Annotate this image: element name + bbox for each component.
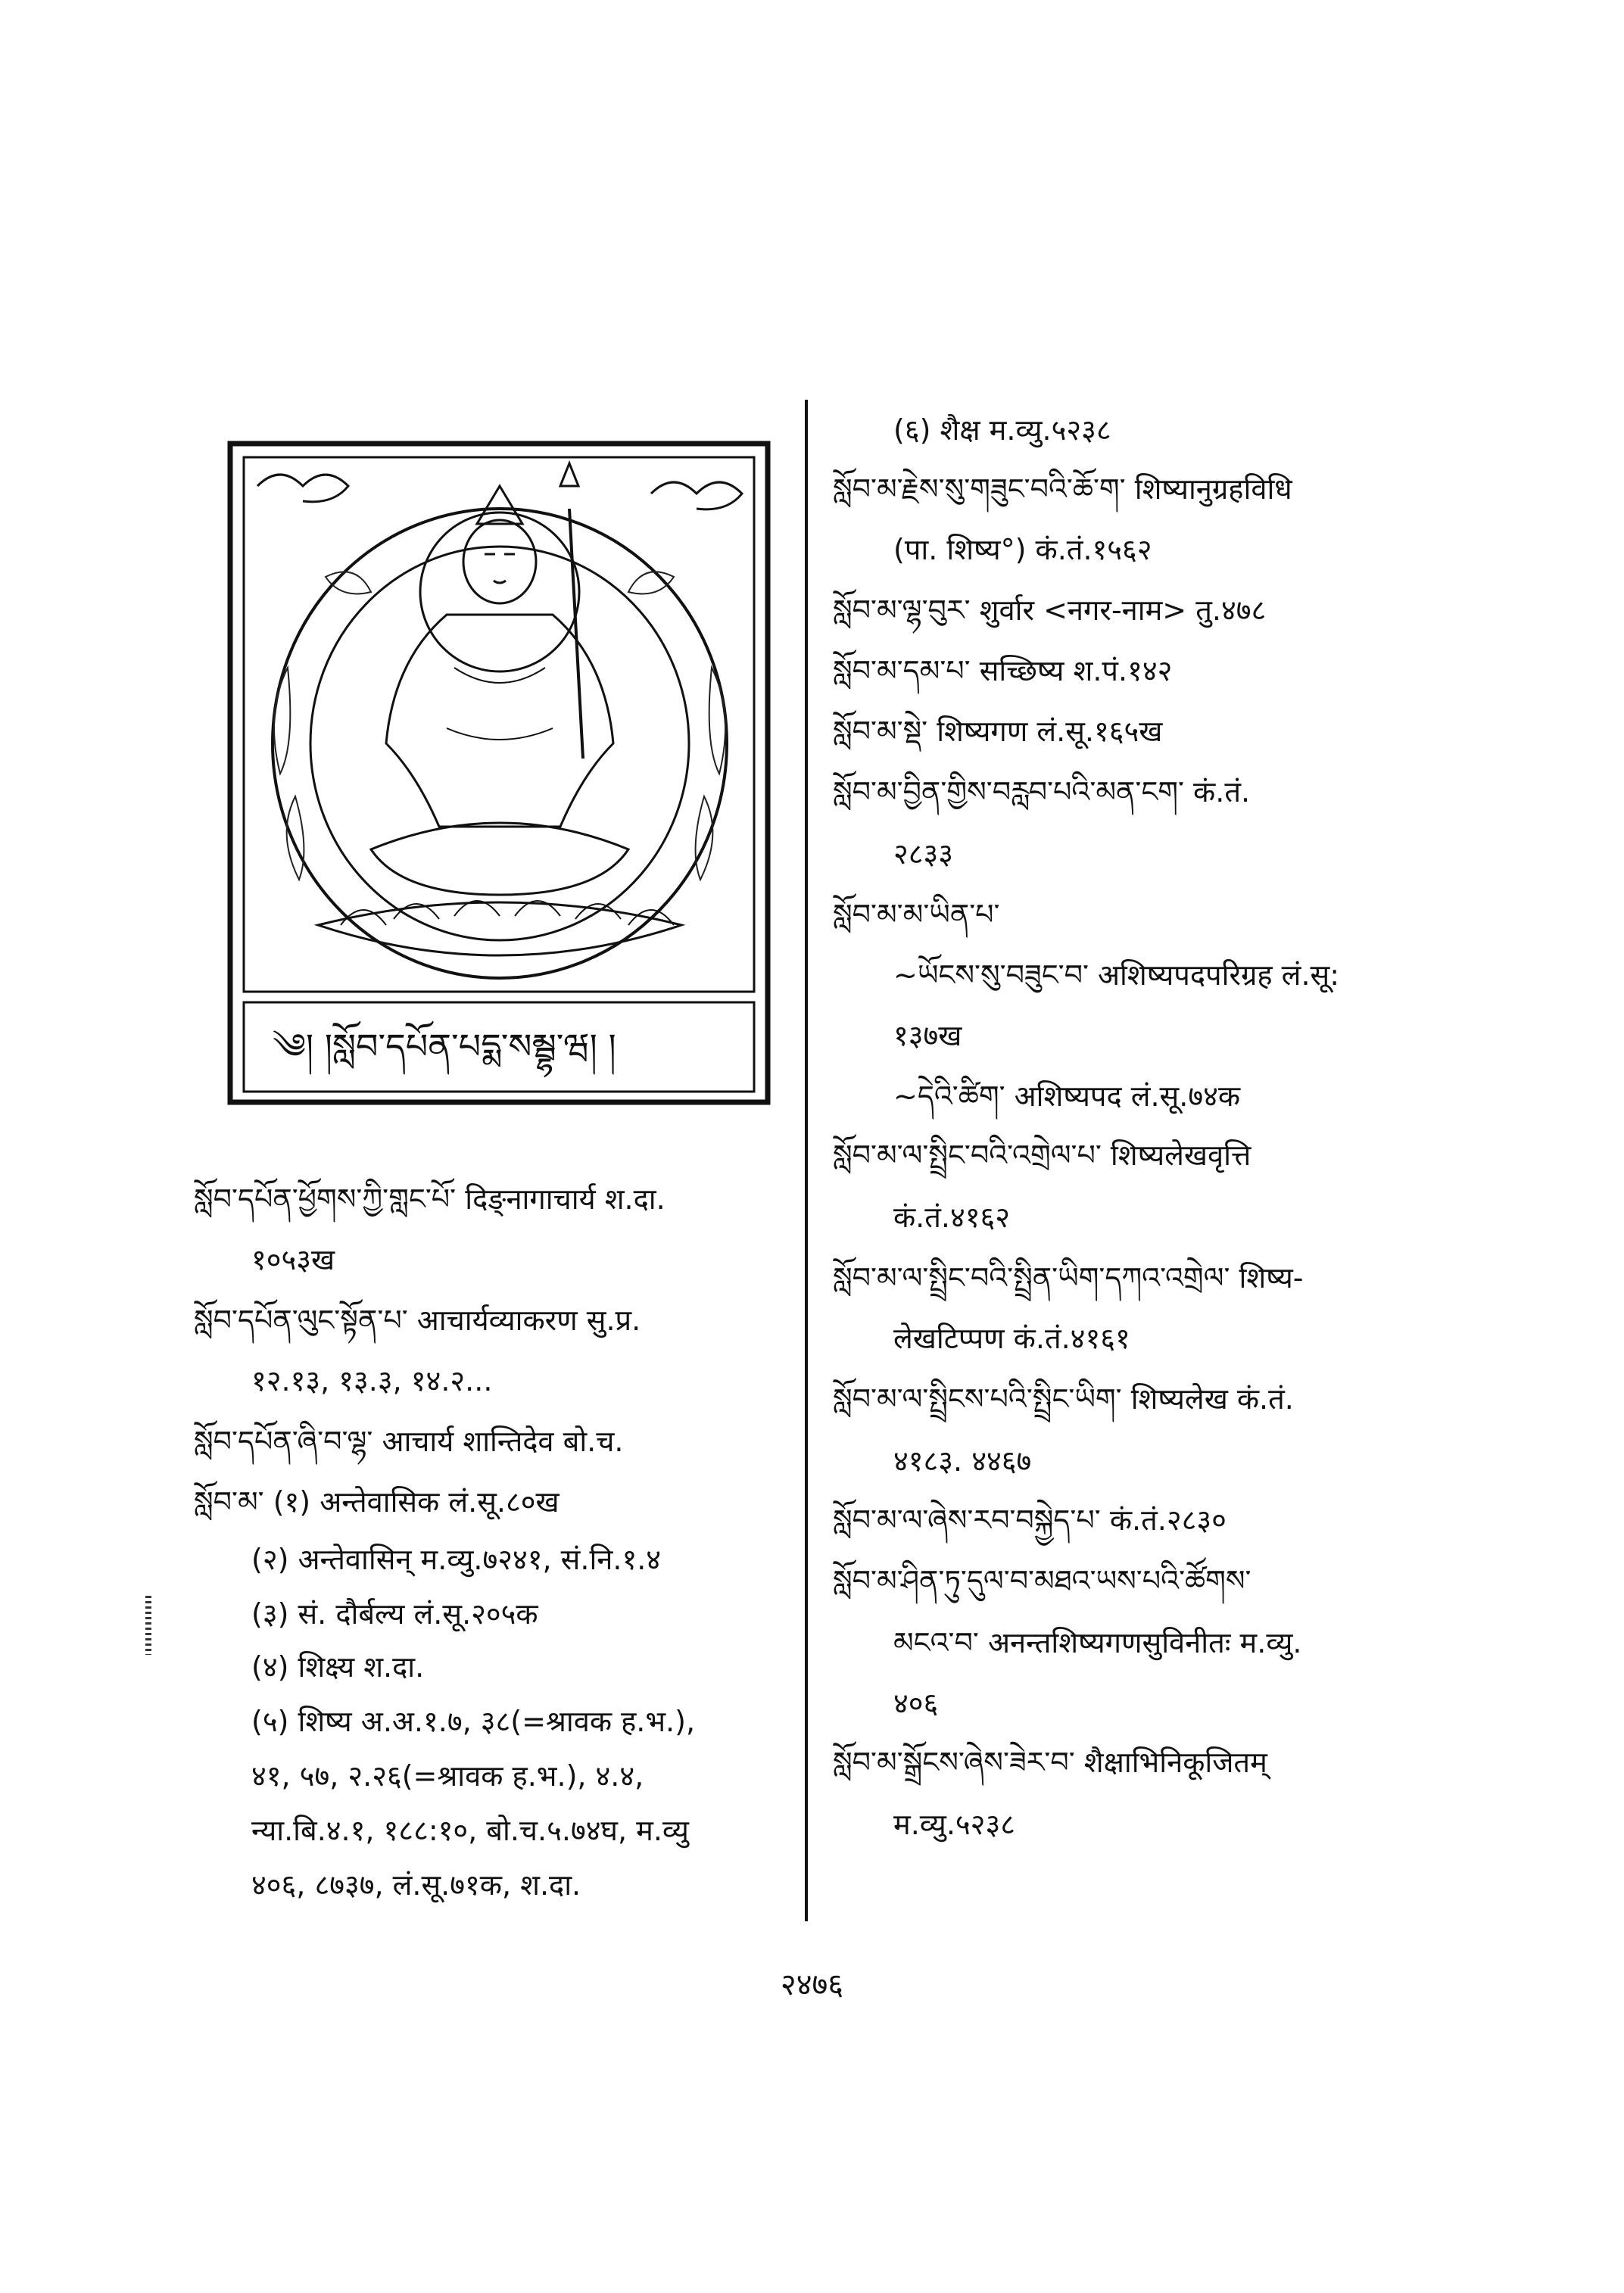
entry-line: མངའ་བ་ अनन्तशिष्यगणसुविनीतः म.व्यु. — [893, 1626, 1302, 1659]
entry-line: སློབ་མ་ལ་སྤྲིངས་པའི་སྤྲིང་ཡིག་ शिष्यलेख कं.तं. — [833, 1382, 1294, 1416]
entry-line: (५) शिष्य अ.अ.१.७, ३८(=श्रावक ह.भ.), — [251, 1705, 696, 1738]
entry-line: སློབ་མ་ཤིན་ཏུ་དུལ་བ་མཐའ་ཡས་པའི་ཚོགས་ — [833, 1564, 1252, 1597]
scan-artifact — [145, 1596, 151, 1655]
page-number: २४७६ — [780, 1967, 844, 2002]
entry-line: न्या.बि.४.१, १८८:१०, बो.च.५.७४घ, म.व्यु — [251, 1814, 689, 1847]
entry-line: སློབ་དཔོན་ཞི་བ་ལྷ་ आचार्य शान्तिदेव बो.च. — [194, 1425, 624, 1458]
entry-line: (पा. शिष्य°) कं.तं.१५६२ — [893, 533, 1152, 566]
entry-line: སློབ་མ་ལྷ་བུར་ शुर्वार <नगर-नाम> तु.४७८ — [833, 594, 1267, 627]
entry-line: १२.१३, १३.३, १४.२... — [251, 1364, 493, 1397]
entry-line: སློབ་མ་ (१) अन्तेवासिक लं.सू.८०ख — [194, 1485, 560, 1519]
entry-line: ~དེའི་ཚིག་ अशिष्यपद लं.सू.७४क — [893, 1080, 1241, 1113]
column-divider — [805, 400, 808, 1921]
entry-line: (३) सं. दौर्बल्य लं.सू.२०५क — [251, 1597, 538, 1631]
entry-line: ४१८३. ४४६७ — [893, 1444, 1032, 1478]
entry-line: १०५३ख — [251, 1243, 335, 1276]
entry-line: སློབ་མ་དམ་པ་ सच्छिष्य श.पं.१४२ — [833, 654, 1173, 687]
entry-line: १३७ख — [893, 1019, 962, 1052]
entry-line: ~ཡོངས་སུ་བཟུང་བ་ अशिष्यपदपरिग्रह लं.सू: — [893, 958, 1340, 992]
entry-line: སློབ་མ་མ་ཡིན་པ་ — [833, 898, 1000, 931]
illustration-figure — [227, 441, 771, 1105]
entry-line: སློབ་མ་སྒྲོངས་ཞེས་ཟེར་བ་ शैक्षाभिनिकूजितम् — [833, 1746, 1267, 1779]
entry-line: སློབ་མ་རྗེས་སུ་གཟུང་བའི་ཆོ་ག་ शिष्यानुग्रहविधि — [833, 472, 1292, 506]
seated-master-illustration — [227, 441, 771, 1105]
entry-line: སློབ་མ་བྱིན་གྱིས་བརླབ་པའི་མན་ངག་ कं.तं. — [833, 775, 1251, 808]
entry-line: (४) शिक्ष्य श.दा. — [251, 1650, 425, 1684]
entry-line: སློབ་མ་ལ་སྤྲིང་བའི་འགྲེལ་པ་ शिष्यलेखवृत्ति — [833, 1139, 1252, 1172]
entry-line: कं.तं.४१६२ — [893, 1201, 1011, 1234]
entry-line: ४०६, ८७३७, लं.सू.७१क, श.दा. — [251, 1868, 581, 1902]
entry-line: म.व्यु.५२३८ — [893, 1808, 1015, 1841]
entry-line: སློབ་མ་སྡེ་ शिष्यगण लं.सू.१६५ख — [833, 715, 1163, 748]
figure-caption: ༄། །སློབ་དཔོན་པདྨ་སམྦྷ་ཝ། ། — [273, 1026, 616, 1067]
entry-line: ४०६ — [893, 1687, 939, 1720]
entry-line: སློབ་དཔོན་ཕྱོགས་ཀྱི་གླང་པོ་ दिङ्नागाचार्य श.दा. — [194, 1182, 665, 1216]
entry-line: (६) शैक्ष म.व्यु.५२३८ — [893, 413, 1111, 447]
entry-line: སློབ་དཔོན་ལུང་སྟོན་པ་ आचार्यव्याकरण सु.प्र. — [194, 1304, 641, 1337]
entry-line: २८३३ — [893, 837, 954, 871]
entry-line: (२) अन्तेवासिन् म.व्यु.७२४१, सं.नि.१.४ — [251, 1543, 662, 1576]
entry-line: ४१, ५७, २.२६(=श्रावक ह.भ.), ४.४, — [251, 1759, 644, 1793]
entry-line: སློབ་མ་ལ་སྤྲིང་བའི་སྤྲིན་ཡིག་དཀའ་འགྲེལ་ शिष्य- — [833, 1261, 1304, 1294]
entry-line: लेखटिप्पण कं.तं.४१६१ — [893, 1322, 1130, 1355]
entry-line: སློབ་མ་ལ་ཞེས་རབ་བསྐྱེད་པ་ कं.तं.२८३० — [833, 1503, 1227, 1537]
